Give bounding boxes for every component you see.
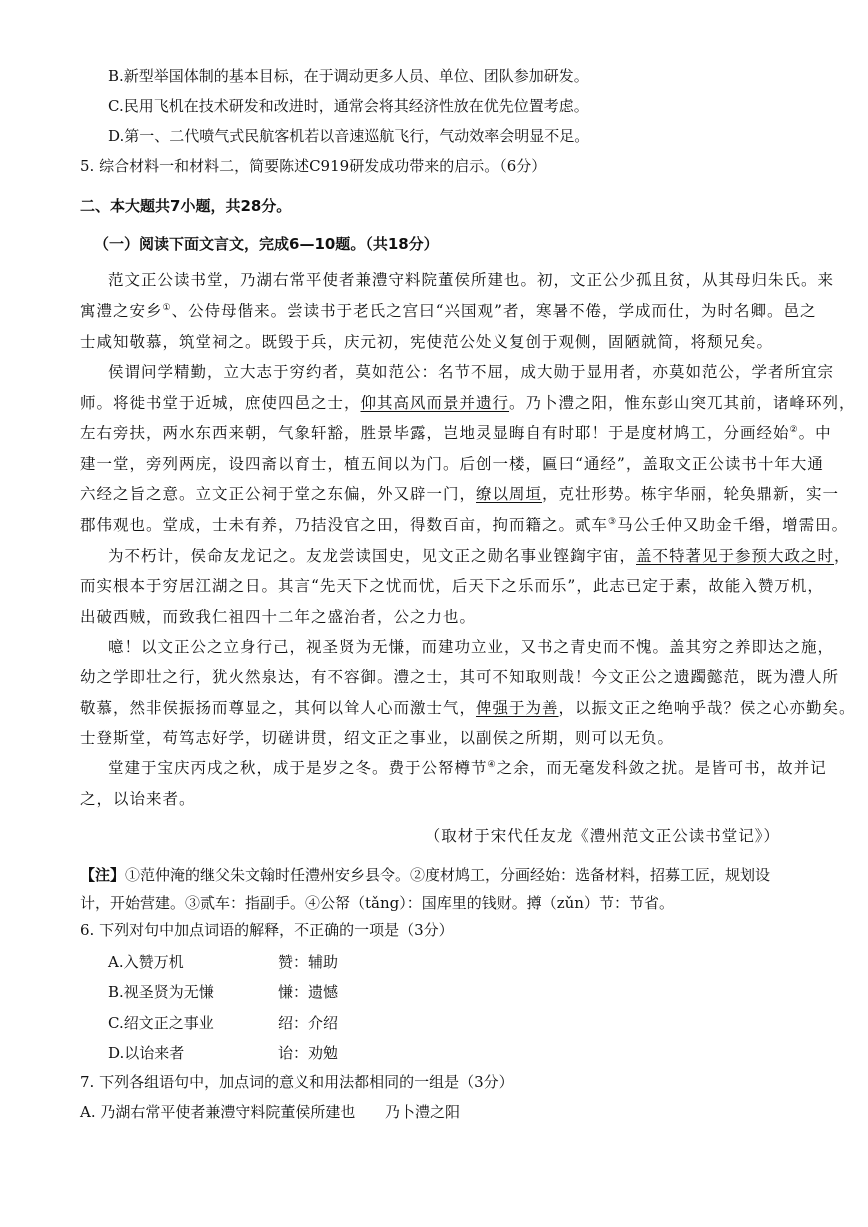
question-5: 5. 综合材料一和材料二，简要陈述C919研发成功带来的启示。（6分） <box>80 157 547 175</box>
notes-line: 计，开始营建。③贰车：指副手。④公帑（tǎng）：国库里的钱财。撙（zǔn）节：节省。 <box>80 894 674 912</box>
q4-option-d[interactable]: D.第一、二代喷气式民航客机若以音速巡航飞行，气动效率会明显不足。 <box>108 127 590 145</box>
q7-option-a[interactable]: A. 乃湖右常平使者兼澧守料院董侯所建也 <box>80 1103 356 1121</box>
question-7-stem: 7. 下列各组语句中，加点词的意义和用法都相同的一组是（3分） <box>80 1073 514 1091</box>
passage-line <box>80 484 839 504</box>
passage-text: 六经之旨之意。立文正公祠于堂之东偏，外又辟一门， <box>80 485 477 503</box>
section-2-heading: 二、本大题共7小题，共28分。 <box>80 197 292 215</box>
passage-line: 侯谓问学精勤，立大志于穷约者，莫如范公：名节不屈，成大勋于显用者，亦莫如范公，学者所宜宗 <box>108 363 835 381</box>
passage-source: （取材于宋代任友龙《澧州范文正公读书堂记》） <box>424 827 780 845</box>
passage-line: 噫！以文正公之立身行己，视圣贤为无慊，而建功立业，又书之青史而不愧。盖其穷之养即达之施， <box>108 638 835 656</box>
passage-text: 敬慕，然非侯振扬而尊显之，其何以耸人心而激士气， <box>80 699 477 717</box>
notes-text: ①范仲淹的继父朱文翰时任澧州安乡县令。②度材鸠工，分画经始：选备材料，招募工匠，规划设 <box>125 866 771 884</box>
passage-text: 寓澧之安乡 <box>80 302 163 320</box>
passage-line: 建一堂，旁列两庑，设四斋以育士，植五间以为门。后创一楼，匾曰“通经”，盖取文正公读书十年大通 <box>80 455 824 473</box>
footnote-marker: ② <box>789 424 799 435</box>
q6-option-b-gloss: 慊：遗憾 <box>278 983 339 1001</box>
underlined-sentence: 缭以周垣 <box>476 485 543 503</box>
q6-option-c-gloss: 绍：介绍 <box>278 1014 339 1032</box>
q6-option-b[interactable]: B.视圣贤为无慊 <box>108 983 214 1001</box>
passage-line: 之，以诒来者。 <box>80 790 196 808</box>
footnote-marker: ④ <box>487 759 497 770</box>
passage-line: 而实根本于穷居江湖之日。其言“先天下之忧而忧，后天下之乐而乐”，此志已定于素，故能入赞万机， <box>80 577 824 595</box>
q6-option-d-gloss: 诒：劝勉 <box>278 1044 339 1062</box>
question-6-stem: 6. 下列对句中加点词语的解释，不正确的一项是（3分） <box>80 921 454 939</box>
passage-line: 士咸知敬慕，筑堂祠之。既毁于兵，庆元初，宪使范公处义复创于观侧，固陋就简，将颓兄矣。 <box>80 333 774 351</box>
q6-option-a[interactable]: A.入赞万机 <box>108 953 184 971</box>
passage-text: ， <box>834 547 851 565</box>
underlined-sentence: 盖不特著见于参预大政之时 <box>636 547 835 565</box>
q4-option-c[interactable]: C.民用飞机在技术研发和改进时，通常会将其经济性放在优先位置考虑。 <box>108 97 589 115</box>
notes-line <box>80 865 770 885</box>
notes-label: 【注】 <box>80 866 126 884</box>
passage-line: 幼之学即壮之行，犹火然泉达，有不容御。澧之士，其可不知取则哉！今文正公之遗躅懿范，既为澧人所 <box>80 668 840 686</box>
passage-text: 马公壬仲又助金千缗，增需田。 <box>617 516 849 534</box>
passage-text: 、公侍母偕来。尝读书于老氏之宫曰“兴国观”者，寒暑不倦，学成而仕，为时名卿。邑之 <box>171 302 817 320</box>
footnote-marker: ③ <box>608 516 618 527</box>
q6-option-a-gloss: 赞：辅助 <box>278 953 339 971</box>
passage-line <box>108 758 827 778</box>
q6-option-c[interactable]: C.绍文正之事业 <box>108 1014 214 1032</box>
passage-text: ，以振文正之绝响乎哉？侯之心亦勤矣。 <box>558 699 856 717</box>
passage-text: 。乃卜澧之阳，惟东彭山突兀其前，诸峰环列， <box>509 394 856 412</box>
passage-text: 。中 <box>798 424 832 442</box>
q4-option-b[interactable]: B.新型举国体制的基本目标，在于调动更多人员、单位、团队参加研发。 <box>108 67 589 85</box>
passage-line: 范文正公读书堂，乃湖右常平使者兼澧守料院董侯所建也。初，文正公少孤且贫，从其母归朱氏。来 <box>108 271 835 289</box>
passage-text: 左右旁扶，两水东西来朝，气象轩豁，胜景毕露，岂地灵显晦自有时耶！于是度材鸠工，分画经始 <box>80 424 790 442</box>
passage-line <box>80 423 832 443</box>
passage-text: 郡伟观也。堂成，士未有养，乃拮没官之田，得数百亩，拘而籍之。贰车 <box>80 516 609 534</box>
footnote-marker: ① <box>162 302 172 313</box>
passage-line <box>80 698 856 718</box>
q7-option-a-second: 乃卜澧之阳 <box>385 1103 461 1121</box>
passage-text: 为不朽计，侯命友龙记之。友龙尝读国史，见文正之勋名事业铿鍧宇宙， <box>108 547 637 565</box>
underlined-sentence: 仰其高风而景并遗行 <box>360 394 510 412</box>
passage-text: ，克壮形势。栋宇华丽，轮奂鼎新，实一 <box>542 485 840 503</box>
q6-option-d[interactable]: D.以诒来者 <box>108 1044 185 1062</box>
passage-text: 之余，而无毫发科敛之扰。是皆可书，故并记 <box>496 759 827 777</box>
passage-line <box>80 301 816 321</box>
passage-text: 堂建于宝庆丙戌之秋，成于是岁之冬。费于公帑樽节 <box>108 759 488 777</box>
passage-text: 师。将徙书堂于近城，庶使四邑之士， <box>80 394 361 412</box>
passage-line <box>80 515 848 535</box>
underlined-sentence: 俾强于为善 <box>476 699 559 717</box>
subsection-1-heading: （一）阅读下面文言文，完成6—10题。（共18分） <box>94 235 439 253</box>
passage-line <box>108 546 851 566</box>
passage-line: 士登斯堂，苟笃志好学，切磋讲贯，绍文正之事业，以副侯之所期，则可以无负。 <box>80 729 675 747</box>
passage-line <box>80 393 856 413</box>
passage-line: 出破西贼，而致我仁祖四十二年之盛治者，公之力也。 <box>80 608 477 626</box>
